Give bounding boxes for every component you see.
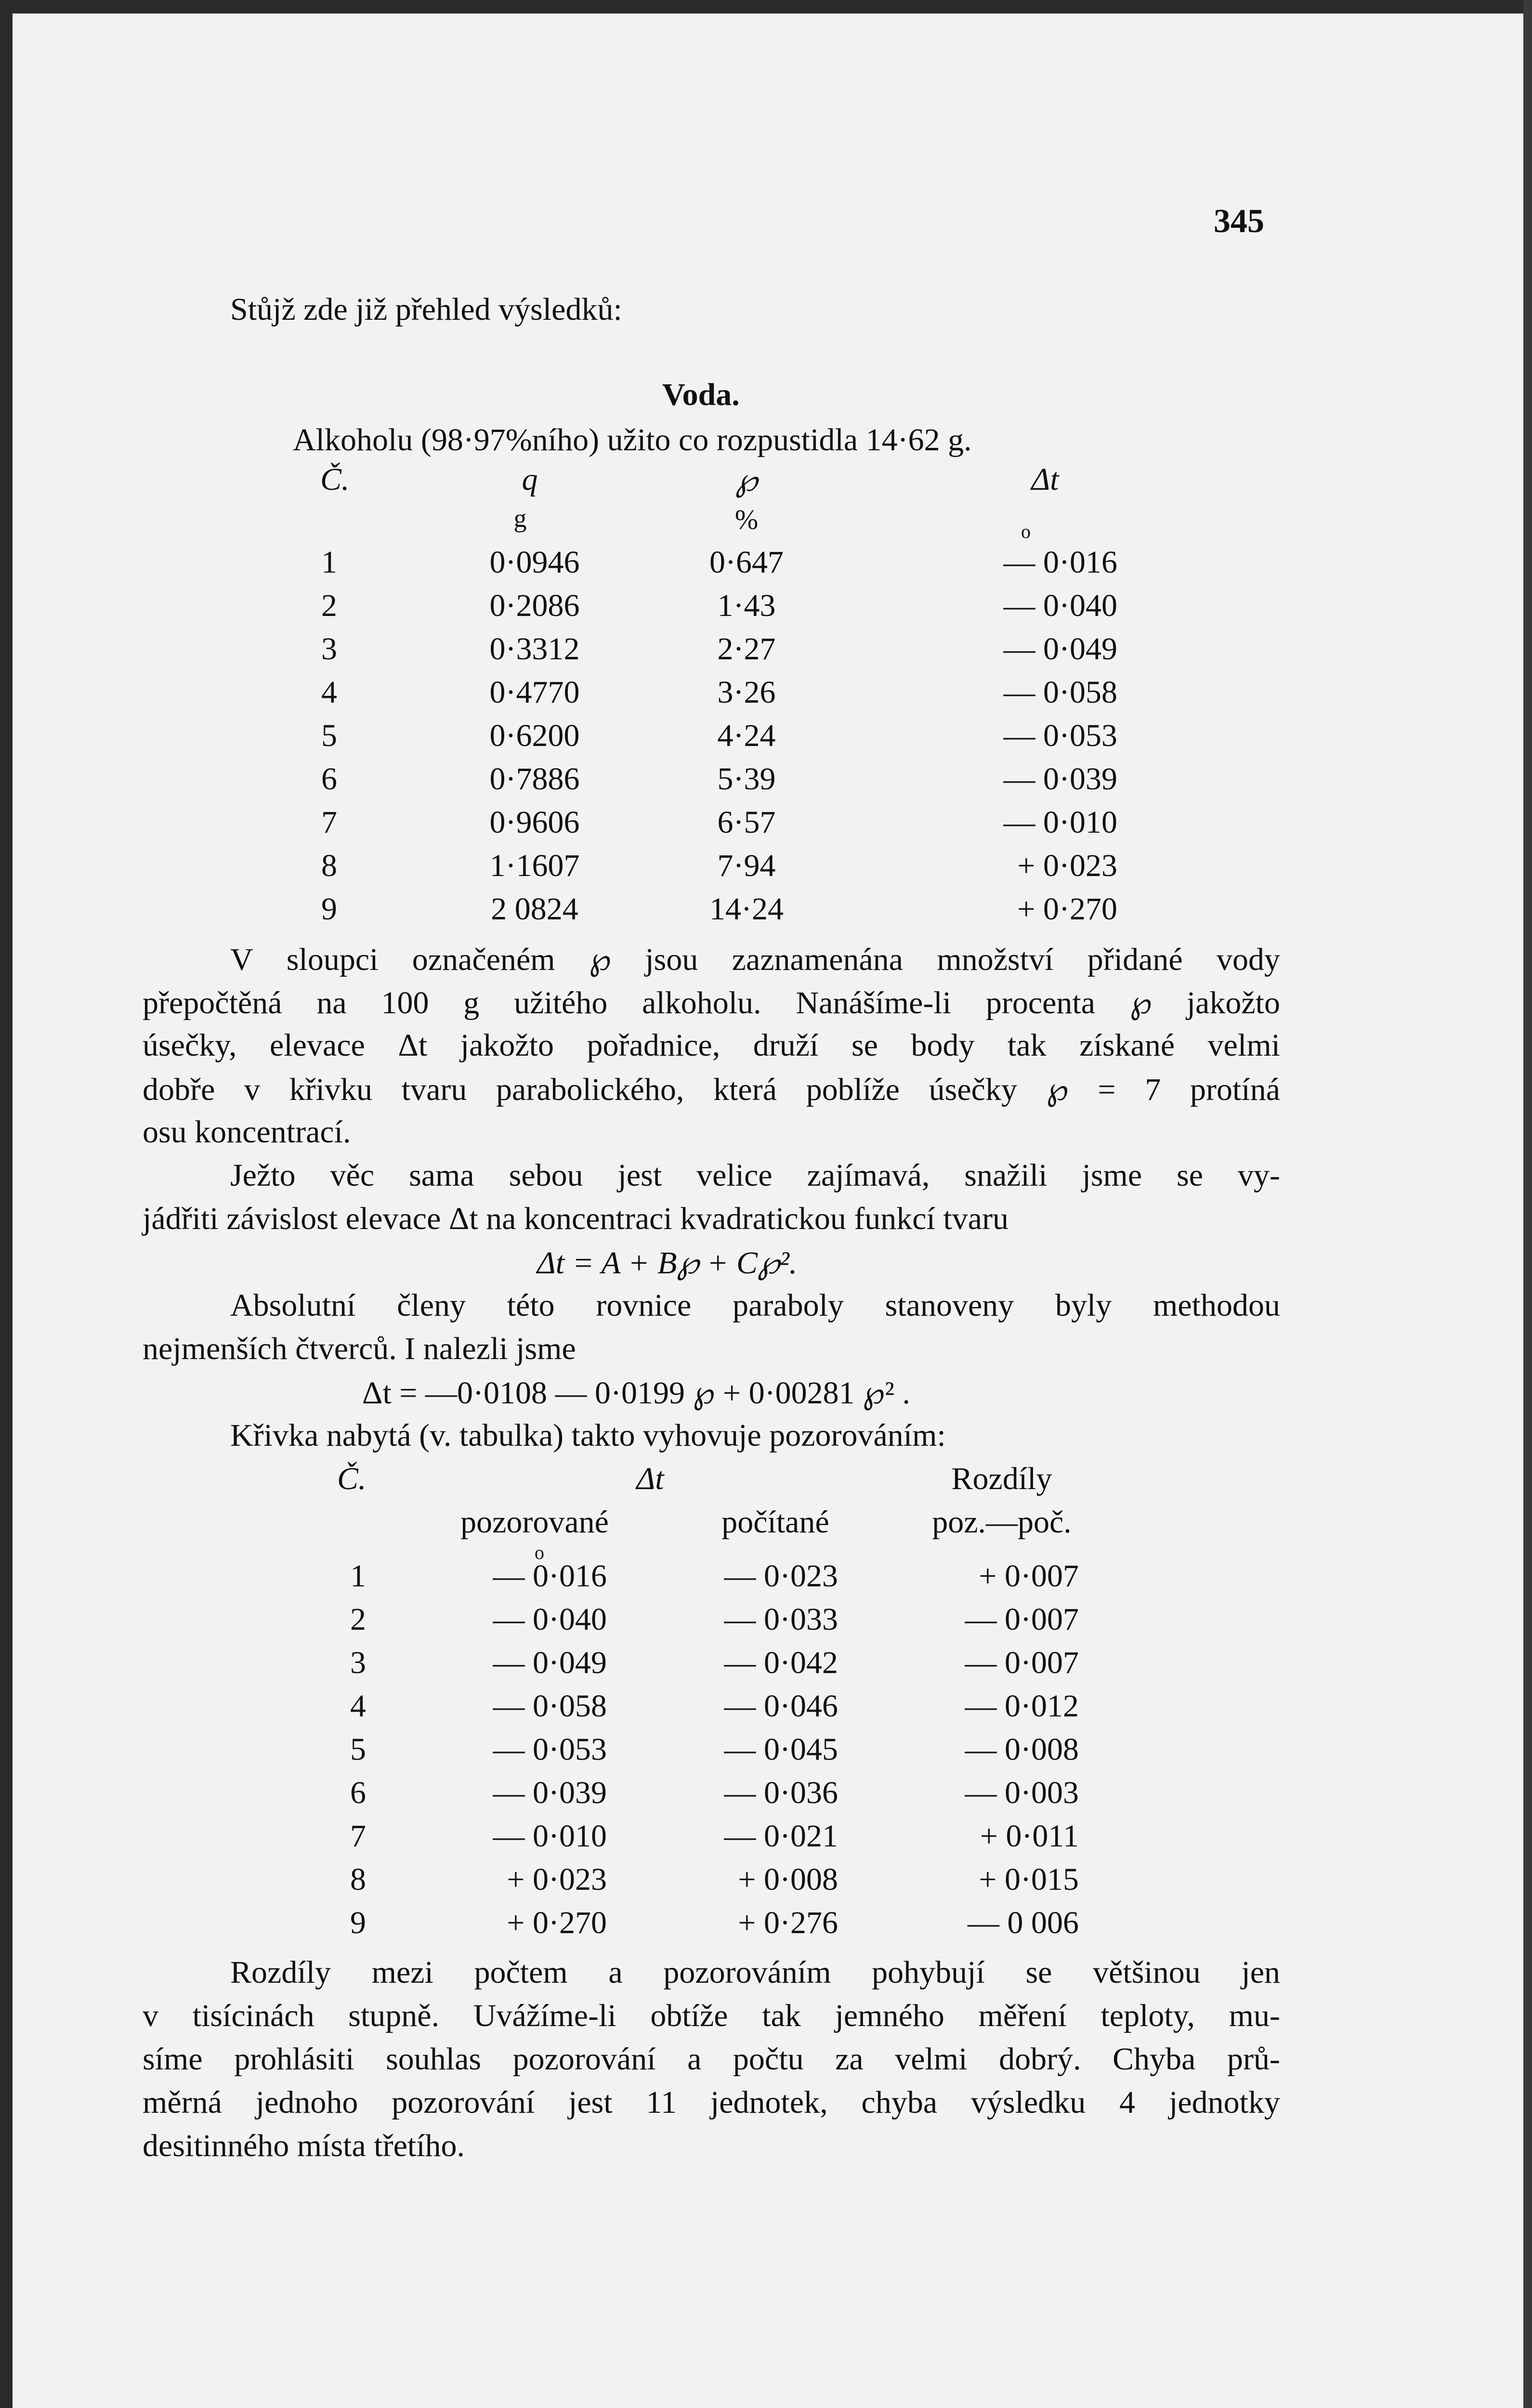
subheader-calculated: počítané — [721, 1505, 829, 1540]
cell-observed: — 0·053 — [493, 1732, 607, 1767]
subheader-observed-minus-calculated: poz.—poč. — [932, 1505, 1072, 1540]
text-line: desitinného místa třetího. — [143, 2128, 465, 2163]
scan-border-right — [1523, 0, 1532, 2408]
cell-observed: — 0·040 — [493, 1602, 607, 1637]
text-line: V sloupci označeném ℘ jsou zaznamenána množství přidané vody — [230, 942, 1280, 977]
column-header-number: Č. — [337, 1461, 367, 1496]
cell-q: 1·1607 — [489, 848, 580, 883]
cell-q: 0·6200 — [489, 718, 580, 753]
cell-percent: 0·647 — [709, 545, 784, 580]
cell-calculated: — 0·036 — [724, 1775, 838, 1810]
cell-calculated: + 0·008 — [738, 1862, 838, 1897]
intro-line: Stůjž zde již přehled výsledků: — [230, 292, 622, 327]
cell-difference: — 0·007 — [965, 1645, 1079, 1680]
cell-percent: 2·27 — [717, 631, 776, 667]
cell-number: 2 — [321, 588, 337, 623]
scan-border-left — [0, 0, 13, 2408]
unit-degree: o — [1021, 521, 1031, 542]
cell-difference: — 0·012 — [965, 1688, 1079, 1724]
subheader-observed: pozorované — [460, 1505, 609, 1540]
section-title: Voda. — [662, 377, 740, 412]
cell-observed: + 0·023 — [507, 1862, 607, 1897]
cell-delta-t: — 0·016 — [1003, 545, 1117, 580]
column-header-q: q — [522, 462, 538, 497]
cell-number: 7 — [350, 1819, 366, 1854]
cell-observed: — 0·049 — [493, 1645, 607, 1680]
cell-delta-t: + 0·270 — [1017, 891, 1117, 927]
cell-delta-t: — 0·058 — [1003, 675, 1117, 710]
cell-difference: + 0·007 — [979, 1558, 1079, 1594]
cell-number: 7 — [321, 805, 337, 840]
cell-observed: — 0·010 — [493, 1819, 607, 1854]
cell-calculated: — 0·045 — [724, 1732, 838, 1767]
cell-difference: + 0·015 — [979, 1862, 1079, 1897]
text-line: přepočtěná na 100 g užitého alkoholu. Nanášíme-li procenta ℘ jakožto — [143, 985, 1280, 1021]
cell-q: 0·2086 — [489, 588, 580, 623]
cell-calculated: — 0·023 — [724, 1558, 838, 1594]
cell-calculated: — 0·042 — [724, 1645, 838, 1680]
scan-border-top — [0, 0, 1532, 13]
cell-percent: 4·24 — [717, 718, 776, 753]
text-line: v tisícinách stupně. Uvážíme-li obtíže tak jemného měření teploty, mu- — [143, 1998, 1280, 2033]
cell-delta-t: — 0·040 — [1003, 588, 1117, 623]
cell-number: 4 — [350, 1688, 366, 1724]
text-line: úsečky, elevace Δt jakožto pořadnice, druží se body tak získané velmi — [143, 1028, 1280, 1063]
cell-number: 5 — [321, 718, 337, 753]
cell-difference: — 0 006 — [968, 1905, 1079, 1940]
text-line: Rozdíly mezi počtem a pozorováním pohybují se většinou jen — [230, 1955, 1280, 1990]
cell-number: 1 — [350, 1558, 366, 1594]
cell-q: 0·4770 — [489, 675, 580, 710]
cell-number: 8 — [350, 1862, 366, 1897]
cell-difference: — 0·007 — [965, 1602, 1079, 1637]
cell-q: 0·0946 — [489, 545, 580, 580]
cell-calculated: — 0·021 — [724, 1819, 838, 1854]
cell-percent: 5·39 — [717, 761, 776, 797]
unit-grams: g — [513, 504, 527, 533]
cell-difference: — 0·008 — [965, 1732, 1079, 1767]
cell-number: 6 — [350, 1775, 366, 1810]
cell-delta-t: — 0·053 — [1003, 718, 1117, 753]
cell-delta-t: — 0·039 — [1003, 761, 1117, 797]
cell-number: 3 — [350, 1645, 366, 1680]
column-header-delta-t: Δt — [636, 1461, 664, 1496]
cell-observed: — 0·039 — [493, 1775, 607, 1810]
cell-number: 4 — [321, 675, 337, 710]
text-line: síme prohlásiti souhlas pozorování a počtu za velmi dobrý. Chyba prů- — [143, 2042, 1280, 2077]
column-header-differences: Rozdíly — [951, 1461, 1052, 1496]
cell-number: 9 — [321, 891, 337, 927]
cell-difference: — 0·003 — [965, 1775, 1079, 1810]
table2-intro: Křivka nabytá (v. tabulka) takto vyhovuje pozorováním: — [230, 1418, 946, 1453]
cell-q: 0·9606 — [489, 805, 580, 840]
cell-difference: + 0·011 — [980, 1819, 1079, 1854]
cell-number: 1 — [321, 545, 337, 580]
text-line: Absolutní členy této rovnice paraboly stanoveny byly methodou — [230, 1288, 1280, 1323]
text-line: měrná jednoho pozorování jest 11 jednotek, chyba výsledku 4 jednotky — [143, 2085, 1280, 2120]
cell-calculated: — 0·046 — [724, 1688, 838, 1724]
solvent-line: Alkoholu (98·97%ního) užito co rozpustidla 14·62 g. — [293, 422, 972, 458]
cell-number: 9 — [350, 1905, 366, 1940]
cell-delta-t: — 0·049 — [1003, 631, 1117, 667]
column-header-number: Č. — [320, 462, 350, 497]
unit-degree: o — [535, 1542, 544, 1563]
text-line: osu koncentrací. — [143, 1114, 351, 1150]
cell-q: 0·3312 — [489, 631, 580, 667]
cell-q: 2 0824 — [491, 891, 578, 927]
cell-number: 3 — [321, 631, 337, 667]
cell-number: 5 — [350, 1732, 366, 1767]
cell-number: 2 — [350, 1602, 366, 1637]
cell-percent: 1·43 — [717, 588, 776, 623]
cell-percent: 3·26 — [717, 675, 776, 710]
text-line: dobře v křivku tvaru parabolického, která poblíže úsečky ℘ = 7 protíná — [143, 1072, 1280, 1107]
cell-observed: + 0·270 — [507, 1905, 607, 1940]
cell-percent: 14·24 — [709, 891, 784, 927]
cell-observed: — 0·058 — [493, 1688, 607, 1724]
cell-observed: — 0·016 — [493, 1558, 607, 1594]
cell-q: 0·7886 — [489, 761, 580, 797]
column-header-delta-t: Δt — [1031, 462, 1059, 497]
page-number: 345 — [1214, 203, 1264, 240]
unit-percent: % — [734, 504, 759, 535]
text-line: Ježto věc sama sebou jest velice zajímavá, snažili jsme se vy- — [230, 1158, 1280, 1193]
cell-delta-t: — 0·010 — [1003, 805, 1117, 840]
cell-delta-t: + 0·023 — [1017, 848, 1117, 883]
text-line: nejmenších čtverců. I nalezli jsme — [143, 1331, 576, 1366]
text-line: jádřiti závislost elevace Δt na koncentraci kvadratickou funkcí tvaru — [143, 1201, 1009, 1236]
cell-calculated: — 0·033 — [724, 1602, 838, 1637]
cell-number: 6 — [321, 761, 337, 797]
cell-calculated: + 0·276 — [738, 1905, 838, 1940]
formula-general: Δt = A + B℘ + C℘². — [537, 1245, 798, 1281]
cell-percent: 7·94 — [717, 848, 776, 883]
formula-fitted: Δt = —0·0108 — 0·0199 ℘ + 0·00281 ℘² . — [362, 1375, 910, 1411]
column-header-percent: ℘ — [735, 463, 758, 498]
cell-percent: 6·57 — [717, 805, 776, 840]
cell-number: 8 — [321, 848, 337, 883]
